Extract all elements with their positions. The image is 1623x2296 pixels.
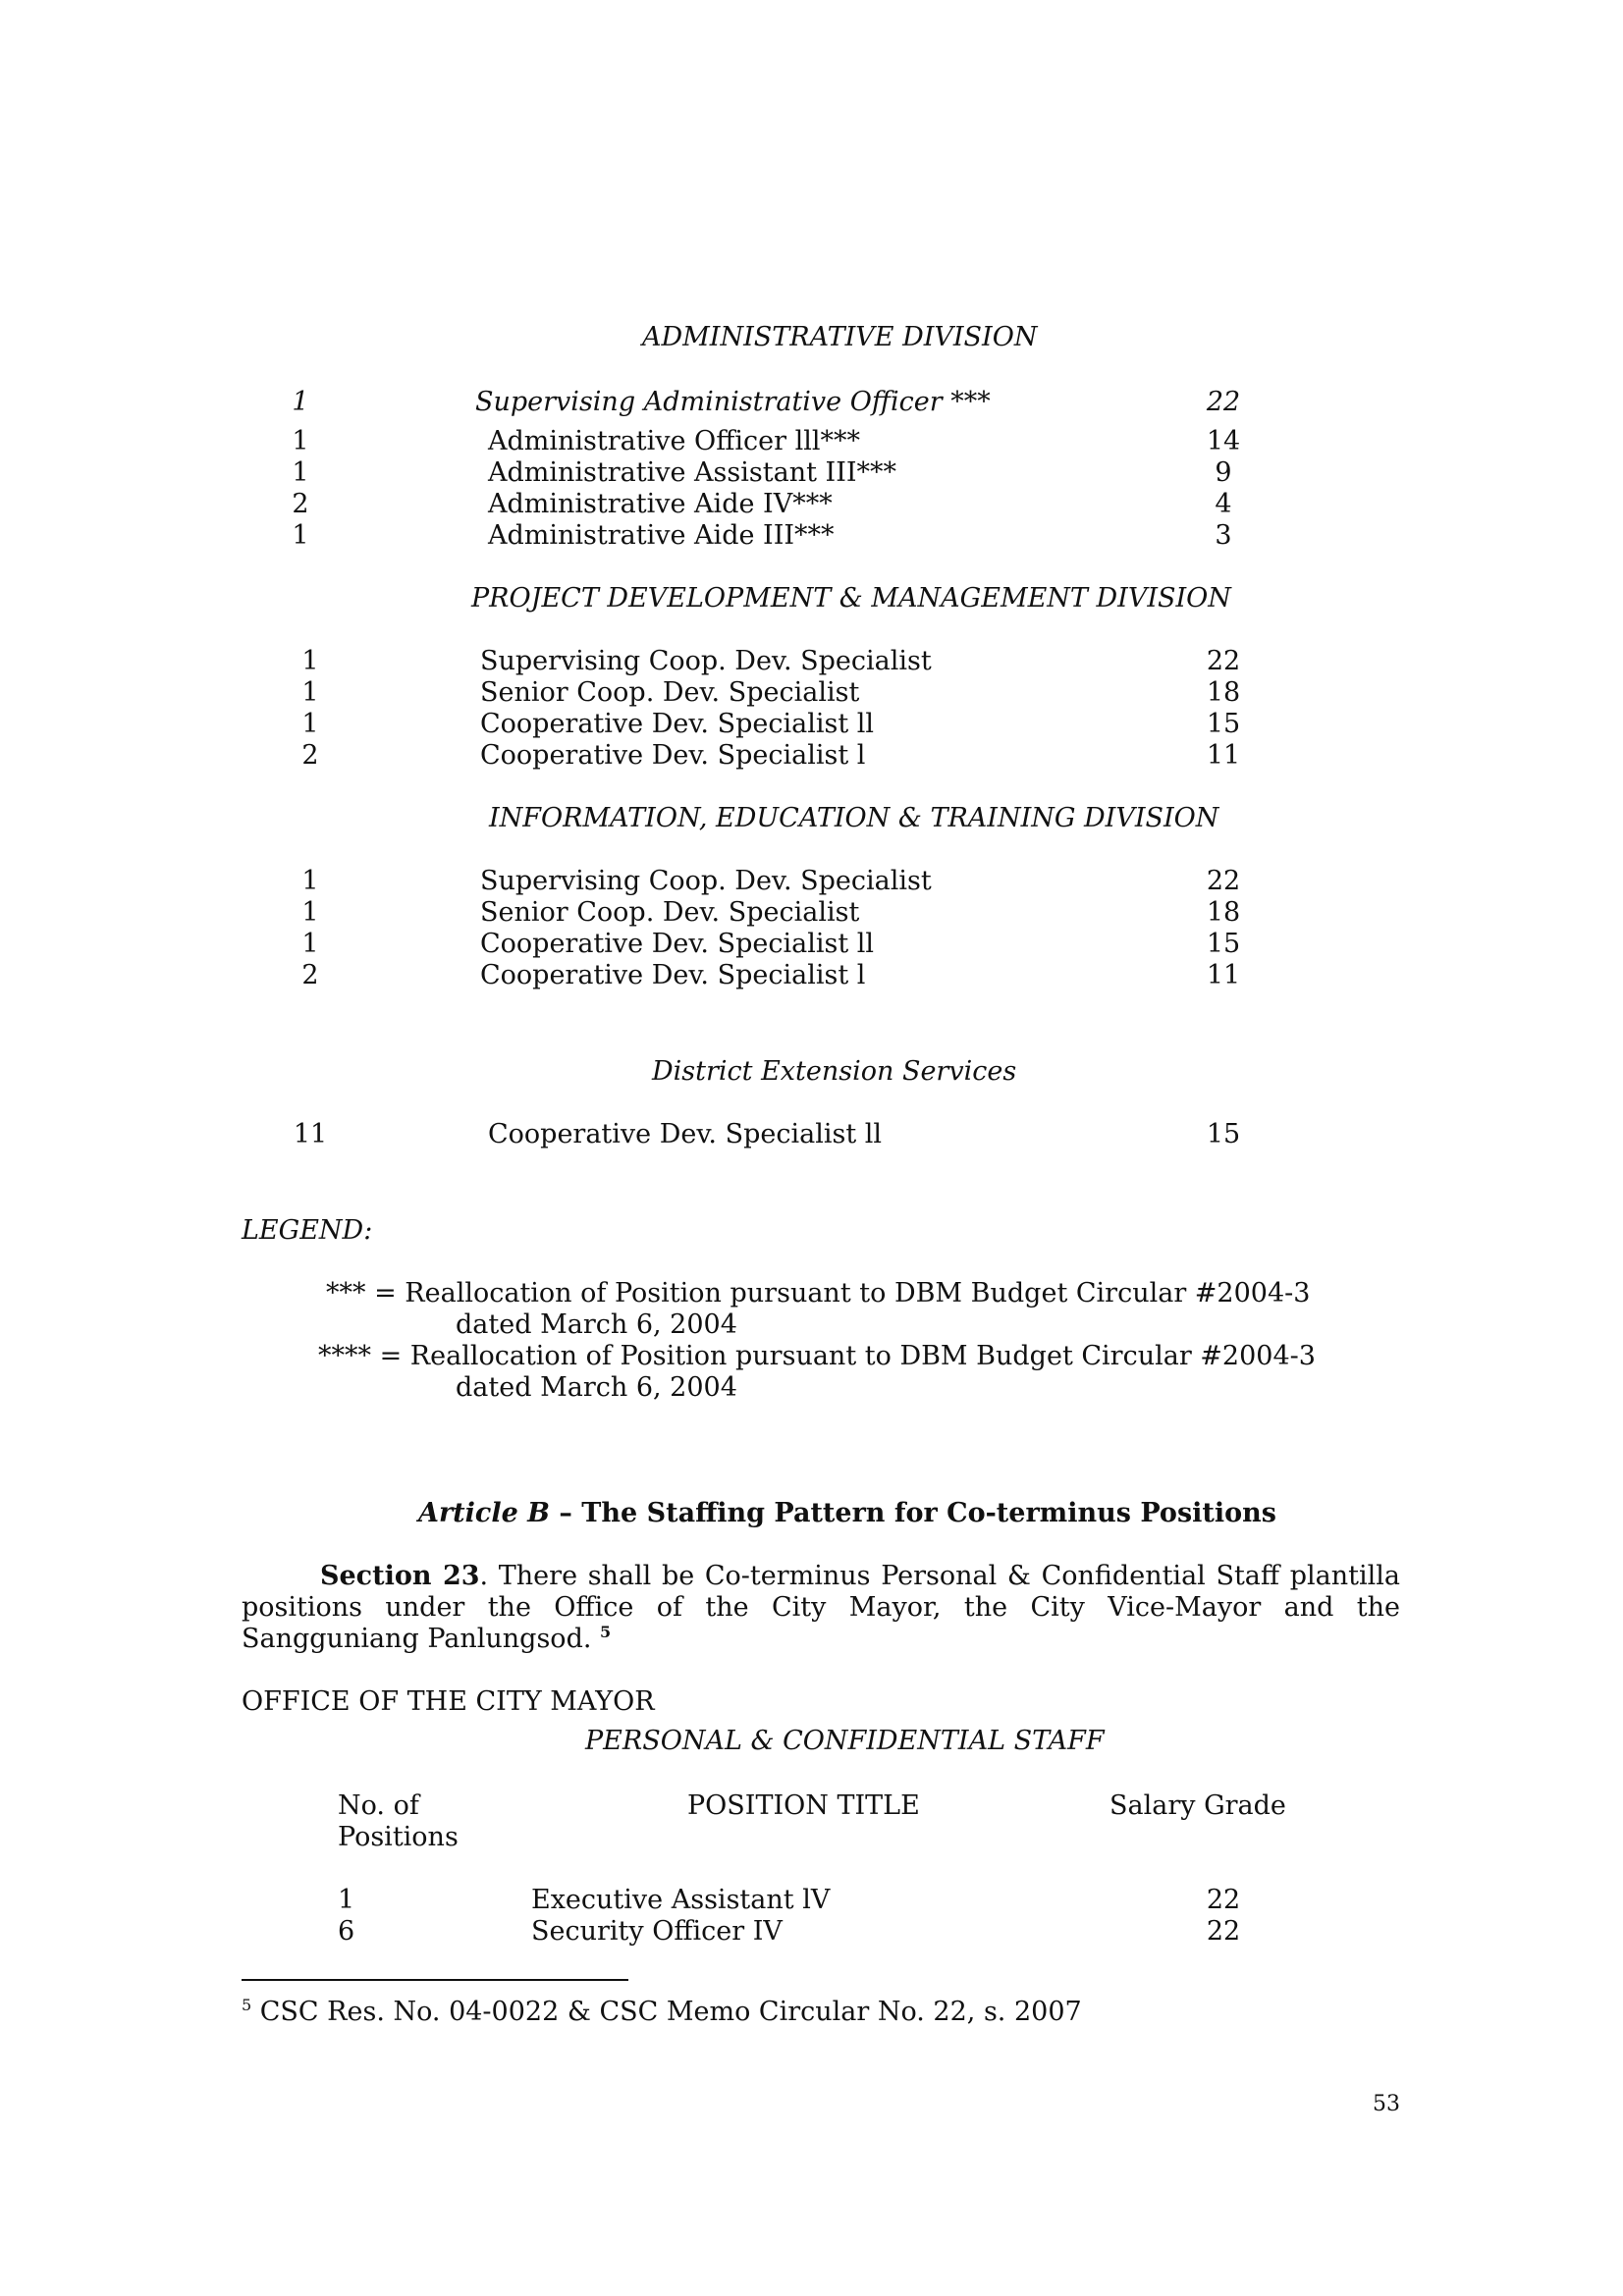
admin-row-2-title: Administrative Officer lll*** bbox=[488, 426, 861, 456]
office-title: OFFICE OF THE CITY MAYOR bbox=[242, 1686, 655, 1717]
office-subtitle: PERSONAL & CONFIDENTIAL STAFF bbox=[585, 1726, 1105, 1756]
district-heading: District Extension Services bbox=[652, 1056, 1017, 1087]
pdmd-row-1-grade: 22 bbox=[1206, 646, 1241, 676]
ietd-row-1-count: 1 bbox=[301, 866, 319, 896]
admin-row-2-count: 1 bbox=[292, 426, 309, 456]
article-label: Article B bbox=[418, 1498, 550, 1528]
district-row-1-count: 11 bbox=[293, 1119, 328, 1149]
pdmd-row-4-count: 2 bbox=[301, 740, 319, 771]
office-row-1-title: Executive Assistant lV bbox=[531, 1885, 831, 1915]
section-paragraph bbox=[242, 1561, 1400, 1655]
footnote-divider bbox=[242, 1979, 628, 1981]
footnote-reference: 5 bbox=[600, 1623, 612, 1641]
ietd-row-3-grade: 15 bbox=[1206, 929, 1241, 959]
ietd-row-1-grade: 22 bbox=[1206, 866, 1241, 896]
district-row-1-grade: 15 bbox=[1206, 1119, 1241, 1149]
admin-row-5-grade: 3 bbox=[1215, 520, 1232, 551]
office-row-2-title: Security Officer IV bbox=[531, 1916, 783, 1947]
pdmd-heading: PROJECT DEVELOPMENT & MANAGEMENT DIVISION bbox=[471, 583, 1231, 614]
admin-division-heading: ADMINISTRATIVE DIVISION bbox=[642, 322, 1038, 352]
legend-item-1-line-2: dated March 6, 2004 bbox=[456, 1309, 737, 1340]
page-number: 53 bbox=[1373, 2092, 1400, 2116]
footnote-mark: 5 bbox=[242, 1996, 252, 2014]
legend-item-2-line-1: **** = Reallocation of Position pursuant to DBM Budget Circular #2004-3 bbox=[318, 1341, 1316, 1371]
column-header-count-line-1: No. of bbox=[338, 1790, 419, 1821]
admin-row-1-grade: 22 bbox=[1206, 387, 1241, 417]
ietd-row-4-count: 2 bbox=[301, 960, 319, 990]
office-row-1-grade: 22 bbox=[1206, 1885, 1241, 1915]
column-header-title: POSITION TITLE bbox=[687, 1790, 920, 1821]
district-row-1-title: Cooperative Dev. Specialist ll bbox=[488, 1119, 883, 1149]
admin-row-3-count: 1 bbox=[292, 457, 309, 488]
pdmd-row-3-grade: 15 bbox=[1206, 709, 1241, 739]
admin-row-3-title: Administrative Assistant III*** bbox=[488, 457, 897, 488]
column-header-grade: Salary Grade bbox=[1109, 1790, 1286, 1821]
admin-row-1-title: Supervising Administrative Officer *** bbox=[475, 387, 991, 417]
office-row-2-grade: 22 bbox=[1206, 1916, 1241, 1947]
pdmd-row-1-count: 1 bbox=[301, 646, 319, 676]
ietd-row-4-title: Cooperative Dev. Specialist l bbox=[480, 960, 866, 990]
admin-row-5-count: 1 bbox=[292, 520, 309, 551]
ietd-row-3-title: Cooperative Dev. Specialist ll bbox=[480, 929, 875, 959]
ietd-row-3-count: 1 bbox=[301, 929, 319, 959]
ietd-heading: INFORMATION, EDUCATION & TRAINING DIVISION bbox=[489, 803, 1219, 833]
column-header-count-line-2: Positions bbox=[338, 1822, 459, 1852]
pdmd-row-2-grade: 18 bbox=[1206, 677, 1241, 708]
admin-row-1-count: 1 bbox=[292, 387, 309, 417]
ietd-row-1-title: Supervising Coop. Dev. Specialist bbox=[480, 866, 932, 896]
admin-row-4-grade: 4 bbox=[1215, 489, 1232, 519]
legend-title: LEGEND: bbox=[242, 1215, 373, 1246]
section-label: Section 23 bbox=[320, 1561, 480, 1591]
ietd-row-4-grade: 11 bbox=[1206, 960, 1241, 990]
pdmd-row-4-title: Cooperative Dev. Specialist l bbox=[480, 740, 866, 771]
pdmd-row-3-title: Cooperative Dev. Specialist ll bbox=[480, 709, 875, 739]
pdmd-row-1-title: Supervising Coop. Dev. Specialist bbox=[480, 646, 932, 676]
footnote bbox=[242, 1997, 1082, 2028]
admin-row-4-title: Administrative Aide IV*** bbox=[488, 489, 833, 519]
admin-row-3-grade: 9 bbox=[1215, 457, 1232, 488]
pdmd-row-3-count: 1 bbox=[301, 709, 319, 739]
article-title: – The Staffing Pattern for Co-terminus Positions bbox=[550, 1498, 1276, 1528]
legend-item-2-line-2: dated March 6, 2004 bbox=[456, 1372, 737, 1403]
admin-row-2-grade: 14 bbox=[1206, 426, 1241, 456]
section-text: . There shall be Co-terminus Personal & Confidential Staff plantilla positions under the Office of the City Mayor, the City Vice-Mayor and the Sangguniang Panlungsod. bbox=[242, 1561, 1400, 1654]
ietd-row-2-count: 1 bbox=[301, 897, 319, 928]
admin-row-5-title: Administrative Aide III*** bbox=[488, 520, 835, 551]
ietd-row-2-title: Senior Coop. Dev. Specialist bbox=[480, 897, 860, 928]
ietd-row-2-grade: 18 bbox=[1206, 897, 1241, 928]
pdmd-row-2-title: Senior Coop. Dev. Specialist bbox=[480, 677, 860, 708]
footnote-text: CSC Res. No. 04-0022 & CSC Memo Circular No. 22, s. 2007 bbox=[251, 1997, 1082, 2027]
pdmd-row-4-grade: 11 bbox=[1206, 740, 1241, 771]
legend-item-1-line-1: *** = Reallocation of Position pursuant to DBM Budget Circular #2004-3 bbox=[326, 1278, 1311, 1308]
pdmd-row-2-count: 1 bbox=[301, 677, 319, 708]
office-row-2-count: 6 bbox=[338, 1916, 355, 1947]
office-row-1-count: 1 bbox=[338, 1885, 355, 1915]
article-heading bbox=[418, 1498, 1276, 1529]
admin-row-4-count: 2 bbox=[292, 489, 309, 519]
